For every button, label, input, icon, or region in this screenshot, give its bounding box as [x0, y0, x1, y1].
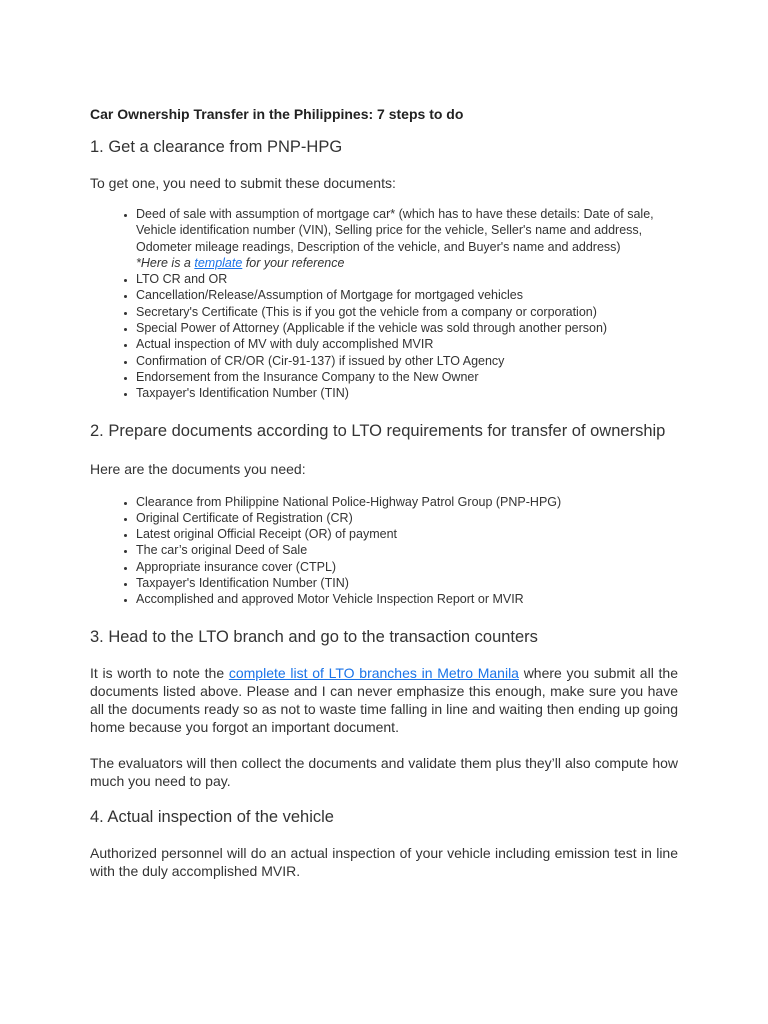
note-suffix: for your reference: [242, 255, 345, 270]
list-item: • Taxpayer's Identification Number (TIN): [136, 385, 678, 401]
step-4-paragraph-1: Authorized personnel will do an actual inspection of your vehicle including emission test in line with the duly accomplished MVIR.: [90, 844, 678, 879]
list-item: • Endorsement from the Insurance Company to the New Owner: [136, 369, 678, 385]
step-3-paragraph-1: [90, 664, 678, 736]
step-3-paragraph-2: The evaluators will then collect the documents and validate them plus they’ll also compute how much you need to pay.: [90, 754, 678, 789]
paragraph-prefix: It is worth to note the: [90, 664, 229, 681]
step-2-document-list: [90, 494, 678, 608]
note-prefix: *Here is a: [136, 255, 195, 270]
list-item: • Appropriate insurance cover (CTPL): [136, 559, 678, 575]
step-1-heading: 1. Get a clearance from PNP-HPG: [90, 138, 343, 156]
document-page: [90, 104, 678, 880]
list-item: • LTO CR and OR: [136, 271, 678, 287]
page-title: Car Ownership Transfer in the Philippines: 7 steps to do: [90, 106, 464, 122]
list-item: • Accomplished and approved Motor Vehicle Inspection Report or MVIR: [136, 591, 678, 607]
paragraph-suffix: where you submit all the documents listed above. Please and I can never emphasize this enough, make sure you have all the documents ready so as not to waste time falling in line and waiting then ending up going home because you forgot an important document.: [90, 664, 678, 735]
list-item: • Secretary's Certificate (This is if you got the vehicle from a company or corporation): [136, 304, 678, 320]
list-item: • Confirmation of CR/OR (Cir-91-137) if issued by other LTO Agency: [136, 353, 678, 369]
list-item: [136, 206, 678, 271]
step-1-document-list: [90, 206, 678, 402]
list-item: • Special Power of Attorney (Applicable if the vehicle was sold through another person): [136, 320, 678, 336]
list-item-text: Deed of sale with assumption of mortgage car* (which has to have these details: Date of sale, Vehicle identification number (VIN), Selling price for the vehicle, Seller's name and address, Odometer mileage readings, Description of the vehicle, and Buyer's name and address): [136, 207, 654, 254]
step-3-heading: 3. Head to the LTO branch and go to the transaction counters: [90, 627, 538, 646]
list-item: • Original Certificate of Registration (CR): [136, 510, 678, 526]
lto-branches-link[interactable]: complete list of LTO branches in Metro Manila: [228, 664, 519, 681]
template-link[interactable]: template: [194, 255, 243, 270]
list-item: • Cancellation/Release/Assumption of Mortgage for mortgaged vehicles: [136, 287, 678, 303]
step-1-intro: To get one, you need to submit these documents:: [90, 175, 396, 191]
step-2-heading: 2. Prepare documents according to LTO requirements for transfer of ownership: [90, 421, 666, 440]
template-note: [136, 255, 678, 271]
step-2-intro: Here are the documents you need:: [90, 460, 306, 477]
list-item: • Clearance from Philippine National Police-Highway Patrol Group (PNP-HPG): [136, 494, 678, 510]
list-item: • Latest original Official Receipt (OR) of payment: [136, 526, 678, 542]
list-item: • The car’s original Deed of Sale: [136, 542, 678, 558]
step-4-heading: 4. Actual inspection of the vehicle: [90, 807, 334, 826]
list-item: • Actual inspection of MV with duly accomplished MVIR: [136, 336, 678, 352]
list-item: • Taxpayer's Identification Number (TIN): [136, 575, 678, 591]
